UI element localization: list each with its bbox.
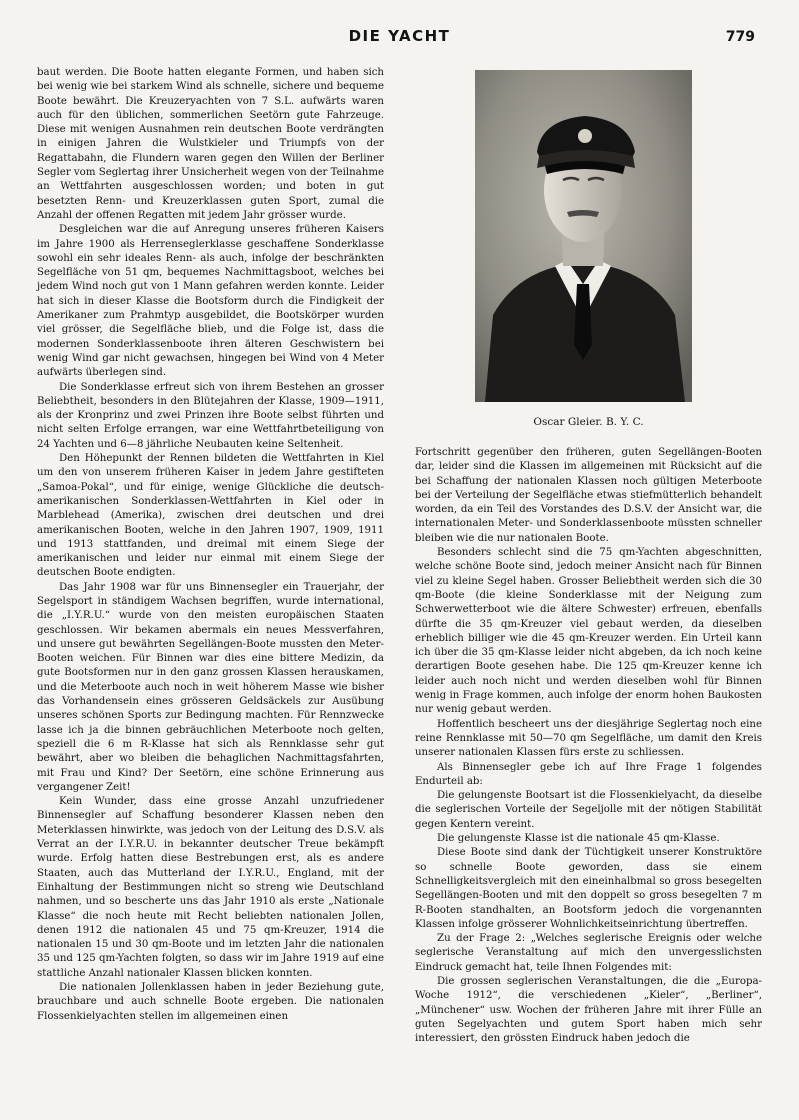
photo-caption: Oscar Gleier. B. Y. C. xyxy=(533,416,644,428)
paragraph: baut werden. Die Boote hatten elegante Formen, und haben sich bei wenig wie bei starkem Wind als schnelle, sichere und bequeme Boote bewährt. Die Kreuzeryachten von 7 S.L. aufwärts waren auch für den üblichen, sommerlichen Seetörn gute Fahrzeuge. Diese mit wenigen Ausnahmen rein deutschen Boote verdrängten in einigen Jahren die Wulstkieler und Triumpfs von der Regattabahn, die Flundern waren gegen den Willen der Berliner Segler vom Seglertag ihrer Unsicherheit wegen von der Teilnahme an Wettfahrten ausgeschlossen worden; und boten in gut besetzten Renn- und Kreuzerklassen guten Sport, zumal die Anzahl der offenen Regatten mit jedem Jahr grösser wurde. xyxy=(37,67,385,221)
paragraph: Diese Boote sind dank der Tüchtigkeit unserer Konstruktöre so schnelle Boote geworden, dass sie einem Schnelligkeitsvergleich mit den eineinhalbmal so gross besegelten Segellängen-Booten und mit den doppelt so gross besegelten 7 m R-Booten standhalten, an Bootsform jedoch die vorgenannten Klassen infolge grösserer Wohnlichkeitseinrichtung übertreffen. xyxy=(415,847,762,930)
paragraph: Hoffentlich bescheert uns der diesjährige Seglertag noch eine reine Rennklasse mit 50—70 qm Segelfläche, um damit den Kreis unserer nationalen Klassen fürs erste zu schliessen. xyxy=(415,718,762,759)
paragraph: Die gelungenste Bootsart ist die Flossenkielyacht, da dieselbe die seglerischen Vorteile der Segeljolle mit der nötigen Stabilität gegen Kentern vereint. xyxy=(415,790,762,830)
paragraph: Die nationalen Jollenklassen haben in jeder Beziehung gute, brauchbare und auch schnelle Boote ergeben. Die nationalen Flossenkielyachten stellen im allgemeinen einen xyxy=(37,982,384,1022)
portrait-photo xyxy=(475,70,692,402)
paragraph: Fortschritt gegenüber den früheren, guten Segellängen-Booten dar, leider sind die Klassen im allgemeinen mit Rücksicht auf die bei Schaffung der nationalen Klassen noch gültigen Meterboote bei der Verteilung der Segelfläche etwas stiefmütterlich behandelt worden, da ein Teil des Vorstandes des D.S.V. der Ansicht war, die internationalen Meter- und Sonderklassenboote müssten schneller bleiben wie die nur nationalen Boote. xyxy=(415,447,762,544)
paragraph: Zu der Frage 2: „Welches seglerische Ereignis oder welche seglerische Veranstaltung auf mich den unvergesslichsten Eindruck gemacht hat, teile Ihnen Folgendes mit: xyxy=(415,933,762,973)
portrait-image xyxy=(475,70,692,402)
page-number: 779 xyxy=(725,29,755,45)
paragraph: Die gelungenste Klasse ist die nationale 45 qm-Klasse. xyxy=(437,833,720,845)
paragraph: Das Jahr 1908 war für uns Binnensegler ein Trauerjahr, der Segelsport in ständigem Wachsen begriffen, wurde international, die „I.Y.R.U.“ wurde von den meisten europäischen Staaten geschlossen. Wir bekamen abermals ein neues Messverfahren, und unsere gut bewährten Segellängen-Boote mussten den Meter-Booten weichen. Für Binnen war dies eine bittere Medizin, da gute Bootsformen nur in den ganz grossen Klassen herauskamen, und die Meterboote auch noch in weit höherem Masse wie bisher das Vorhandensein eines grösseren Geldsäckels zur Ausübung unseres schönen Sports zur Bedingung machten. Für Rennzwecke lasse ich ja die binnen gebräuchlichen Meterboote noch gelten, speziell die 6 m R-Klasse hat sich als Rennklasse sehr gut bewährt, aber wo bleiben die behaglichen Nachmittagsfahrten, mit Frau und Kind? Der Seetörn, eine schöne Erinnerung aus vergangener Zeit! xyxy=(37,581,384,793)
paragraph: Als Binnensegler gebe ich auf Ihre Frage 1 folgendes Endurteil ab: xyxy=(415,761,762,787)
paragraph: Kein Wunder, dass eine grosse Anzahl unzufriedener Binnensegler auf Schaffung besonderer Klassen neben den Meterklassen hinwirkte, was jedoch von der Leitung des D.S.V. als Verrat an der I.Y.R.U. in bekannter deutscher Treue bekämpft wurde. Erfolg hatten diese Bestrebungen erst, als es andere Staaten, auch das Mutterland der I.Y.R.U., England, mit der Einhaltung der Bestimmungen nicht so streng wie Deutschland nahmen, und so bescherte uns das Jahr 1910 als erste „Nationale Klasse“ die noch heute mit Recht beliebten nationalen Jollen, denen 1912 die nationalen 45 und 75 qm-Kreuzer, 1914 die nationalen 15 und 30 qm-Boote und im letzten Jahr die nationalen 35 und 125 qm-Yachten folgten, so dass wir im Jahre 1919 auf eine stattliche Anzahl nationaler Klassen blicken konnten. xyxy=(37,796,384,979)
paragraph: Desgleichen war die auf Anregung unseres früheren Kaisers im Jahre 1900 als Herrenseglerklasse geschaffene Sonderklasse sowohl ein sehr ideales Renn- als auch, infolge der beschränkten Segelfläche von 51 qm, bequemes Nachmittagsboot, welches bei jedem Wind noch gut von 1 Mann gefahren werden konnte. Leider hat sich in dieser Klasse die Bootsform durch die Findigkeit der Amerikaner zum Prahmtyp ausgebildet, die Bootskörper wurden viel grösser, die Segelfläche blieb, und die Folge ist, dass die modernen Sonderklassenboote ihren älteren Geschwistern bei wenig Wind gar nicht gewachsen, hingegen bei Wind von 4 Meter aufwärts überlegen sind. xyxy=(37,224,384,379)
left-column xyxy=(37,66,384,1024)
paragraph: Besonders schlecht sind die 75 qm-Yachten abgeschnitten, welche schöne Boote sind, jedoch meiner Ansicht nach für Binnen viel zu kleine Segel haben. Grosser Beliebtheit werden sich die 30 qm-Boote (die kleine Sonderklasse mit der Neigung zum Schwerwetterboot wie die ältere Schwester) erfreuen, ebenfalls dürfte die 35 qm-Kreuzer viel gebaut werden, da dieselben erheblich billiger wie die 45 qm-Kreuzer werden. Ein Urteil kann ich über die 35 qm-Klasse leider nicht abgeben, da ich noch keine derartigen Boote gesehen habe. Die 125 qm-Kreuzer kenne ich leider auch noch nicht und werden dieselben wohl für Binnen wenig in Frage kommen, auch infolge der enorm hohen Baukosten nur wenig gebaut werden. xyxy=(415,547,762,716)
paragraph: Die Sonderklasse erfreut sich von ihrem Bestehen an grosser Beliebtheit, besonders in den Blütejahren der Klasse, 1909—1911, als der Kronprinz und zwei Prinzen ihre Boote selbst führten und nicht selten Erfolge errangen, war eine Wettfahrtbeteiligung von 24 Yachten und 6—8 jährliche Neubauten keine Seltenheit. xyxy=(37,381,384,450)
paragraph: Die grossen seglerischen Veranstaltungen, die die „Europa-Woche 1912“, die verschiedenen „Kieler“, „Berliner“, „Münchener“ usw. Wochen der früheren Jahre mit ihrer Fülle an guten Segelyachten und gutem Sport haben mich sehr interessiert, den grössten Eindruck haben jedoch die xyxy=(415,975,762,1045)
paragraph: Den Höhepunkt der Rennen bildeten die Wettfahrten in Kiel um den von unserem früheren Kaiser in jedem Jahre gestifteten „Samoa-Pokal“, und für einige, wenige Glückliche die deutsch-amerikanischen Sonderklassen-Wettfahrten in Kiel oder in Marblehead (Amerika), zwischen drei deutschen und drei amerikanischen Booten, welche in den Jahren 1907, 1909, 1911 und 1913 stattfanden, und dreimal mit einem Siege der amerikanischen und leider nur einmal mit einem Siege der deutschen Boote endigten. xyxy=(37,453,384,579)
page-title: DIE YACHT xyxy=(348,27,451,45)
right-column xyxy=(415,446,762,1046)
